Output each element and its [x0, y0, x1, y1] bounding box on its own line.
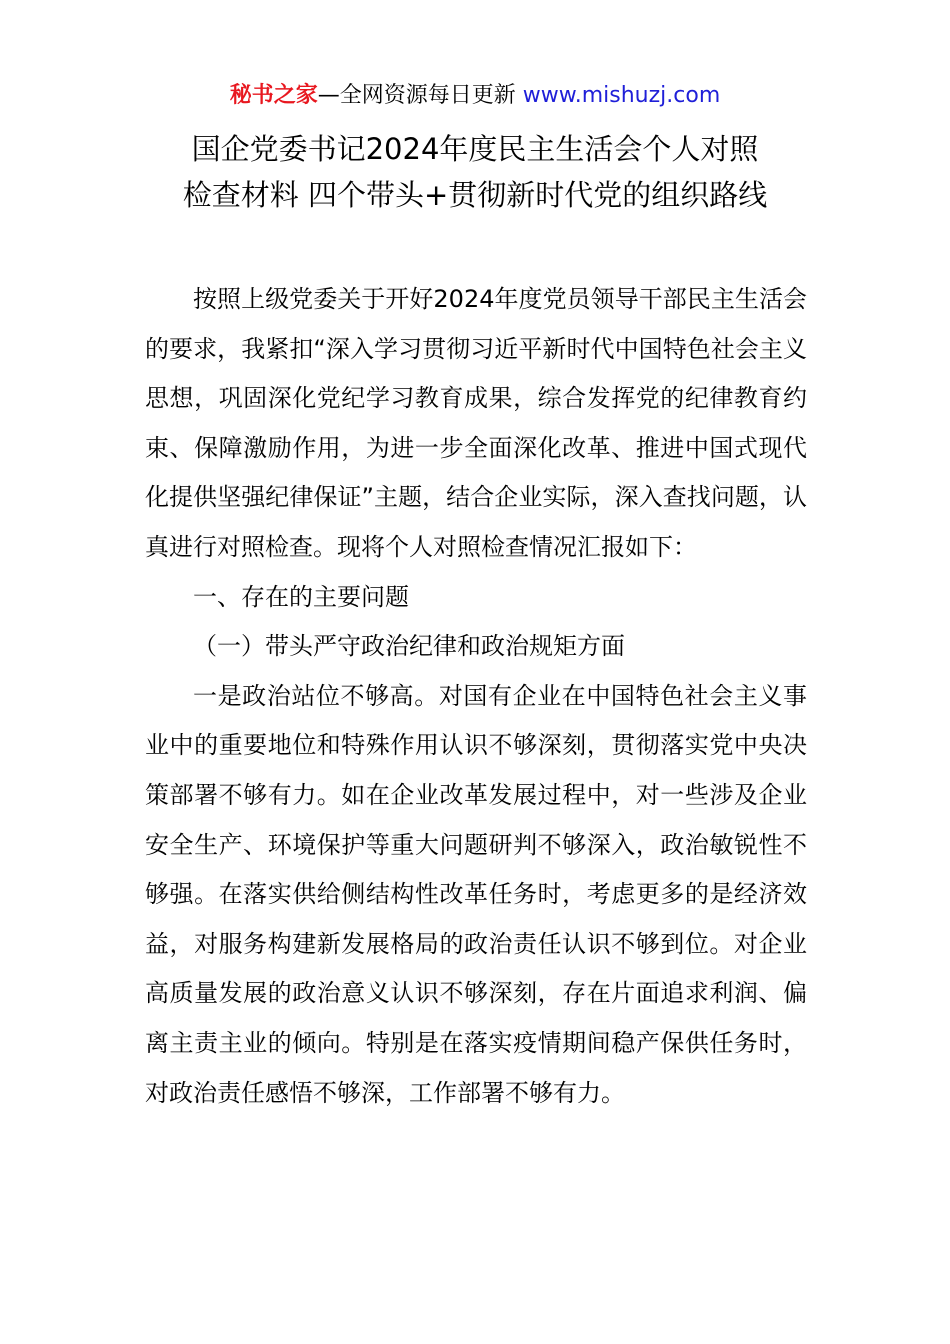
watermark-url: www.mishuzj.com: [522, 83, 721, 108]
title-line-1: 国企党委书记2024年度民主生活会个人对照: [191, 132, 759, 166]
watermark-tagline: —全网资源每日更新: [317, 83, 523, 108]
intro-paragraph: 按照上级党委关于开好2024年度党员领导干部民主生活会的要求，我紧扣“深入学习贯彻习近平新时代中国特色社会主义思想，巩固深化党纪学习教育成果，综合发挥党的纪律教育约束、保障激励作用，为进一步全面深化改革、推进中国式现代化提供坚强纪律保证”主题，结合企业实际，深入查找问题，认真进行对照检查。现将个人对照检查情况汇报如下：: [145, 285, 807, 561]
body-paragraph: 一是政治站位不够高。对国有企业在中国特色社会主义事业中的重要地位和特殊作用认识不够深刻，贯彻落实党中央决策部署不够有力。如在企业改革发展过程中，对一些涉及企业安全生产、环境保护等重大问题研判不够深入，政治敏锐性不够强。在落实供给侧结构性改革任务时，考虑更多的是经济效益，对服务构建新发展格局的政治责任认识不够到位。对企业高质量发展的政治意义认识不够深刻，存在片面追求利润、偏离主责主业的倾向。特别是在落实疫情期间稳产保供任务时，对政治责任感悟不够深，工作部署不够有力。: [145, 681, 807, 1107]
watermark-banner: [0, 80, 950, 112]
section-heading: 一、存在的主要问题: [193, 582, 409, 611]
title-line-2: 检查材料 四个带头+贯彻新时代党的组织路线: [182, 178, 768, 212]
document-title: [100, 126, 850, 218]
document-body: [145, 275, 807, 1118]
watermark-brand: 秘书之家: [229, 83, 318, 108]
subsection-heading: （一）带头严守政治纪律和政治规矩方面: [193, 632, 625, 661]
